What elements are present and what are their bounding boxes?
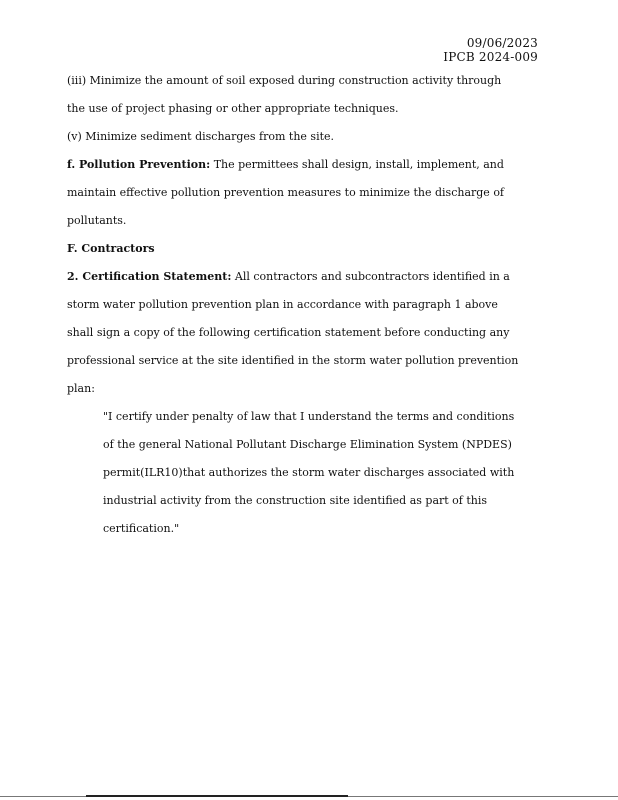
header-docket-number: IPCB 2024-009 — [443, 50, 538, 64]
certification-line-2: storm water pollution prevention plan in accordance with paragraph 1 above — [67, 298, 498, 311]
certification-quote — [67, 403, 547, 543]
paragraph-iii-line-1: (iii) Minimize the amount of soil exposed during construction activity through — [67, 74, 502, 87]
pollution-prevention-label: f. Pollution Prevention: — [67, 158, 211, 171]
pollution-prevention-text: The permittees shall design, install, implement, and — [210, 158, 504, 171]
certification-label: 2. Certification Statement: — [67, 270, 232, 283]
certification-text: All contractors and subcontractors identified in a — [231, 270, 510, 283]
footer-rule-dark — [86, 795, 348, 797]
pollution-prevention-line-1 — [67, 151, 547, 179]
document-body — [67, 67, 547, 543]
quote-line-1: "I certify under penalty of law that I understand the terms and conditions — [103, 410, 515, 423]
quote-line-3: permit(ILR10)that authorizes the storm water discharges associated with — [103, 466, 515, 479]
certification-line-3: shall sign a copy of the following certification statement before conducting any — [67, 326, 510, 339]
paragraph-v: (v) Minimize sediment discharges from the site. — [67, 130, 335, 143]
contractors-heading — [67, 235, 547, 263]
certification-line-5: plan: — [67, 382, 95, 395]
quote-line-5: certification." — [103, 522, 180, 535]
certification-line-4: professional service at the site identified in the storm water pollution prevention — [67, 354, 519, 367]
pollution-prevention-line-3: pollutants. — [67, 214, 127, 227]
header-date: 09/06/2023 — [466, 36, 538, 50]
paragraph-iii-line-2: the use of project phasing or other appropriate techniques. — [67, 102, 399, 115]
quote-line-2: of the general National Pollutant Discharge Elimination System (NPDES) — [103, 438, 512, 451]
certification-line-1 — [67, 263, 547, 291]
pollution-prevention-line-2: maintain effective pollution prevention measures to minimize the discharge of — [67, 186, 505, 199]
document-header — [443, 36, 538, 64]
contractors-heading-text: F. Contractors — [67, 242, 155, 255]
quote-line-4: industrial activity from the construction site identified as part of this — [103, 494, 488, 507]
